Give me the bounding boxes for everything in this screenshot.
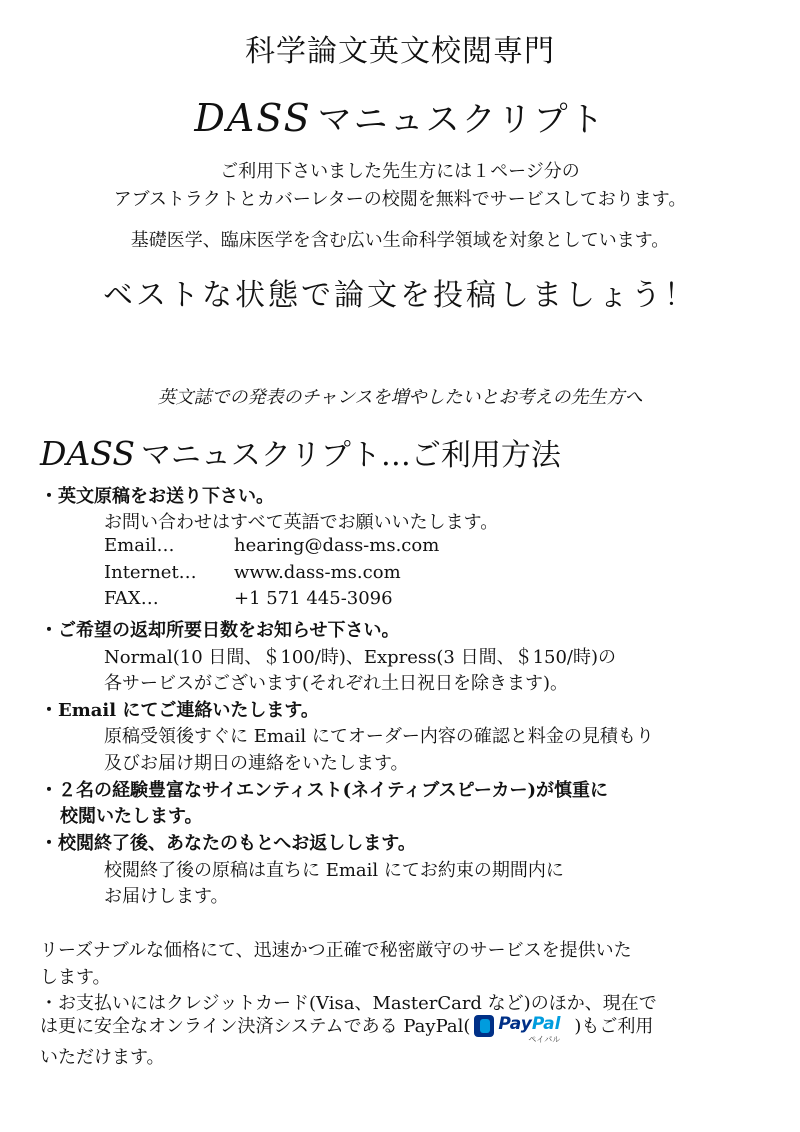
howto-logo: DASS [40,434,135,473]
tagline: 英文誌での発表のチャンスを増やしたいとお考えの先生方へ [157,387,643,408]
step-2-line-1: Normal(10 日間、＄100/時)、Express(3 日間、＄150/時)の [104,647,617,668]
footer-line-1: リーズナブルな価格にて、迅速かつ正確で秘密厳守のサービスを提供いた [40,940,632,961]
contact-email-link[interactable]: hearing@dass-ms.com [234,535,440,556]
footer-line-4 [40,1012,653,1042]
step-5-heading: ・校閲終了後、あなたのもとへお返しします。 [40,833,416,854]
footer-line-4-pre: は更に安全なオンライン決済システムである PayPal( [40,1016,471,1037]
slogan: ベストな状態で論文を投稿しましょう！ [103,278,697,313]
intro-line-1: ご利用下さいました先生方には１ページ分の [220,161,580,182]
brand-heading [0,92,800,141]
step-2-line-2: 各サービスがございます(それぞれ土日祝日を除きます)。 [104,673,569,694]
step-5-line-2: お届けします。 [104,886,229,907]
step-3-heading: ・Email にてご連絡いたします。 [40,700,319,721]
contact-label-email: Email… [104,535,175,556]
footer-line-2: します。 [40,967,111,988]
step-4-line-1: ・２名の経験豊富なサイエンティスト(ネイティブスピーカー)が慎重に [40,780,609,801]
step-2-heading: ・ご希望の返却所要日数をお知らせ下さい。 [40,620,400,641]
contact-fax-value: +1 571 445-3096 [234,588,393,609]
footer-line-4-post: )もご利用 [574,1016,654,1037]
step-3-line-1: 原稿受領後すぐに Email にてオーダー内容の確認と料金の見積もり [104,726,654,747]
page-title: 科学論文英文校閲専門 [245,34,555,69]
howto-title: マニュスクリプト…ご利用方法 [140,438,561,473]
paypal-kana: ペイパル [528,1035,561,1044]
paypal-p-icon [474,1015,494,1037]
step-3-line-2: 及びお届け期日の連絡をいたします。 [104,753,409,774]
brand-suffix: マニュスクリプト [317,100,606,140]
step-4-line-2: 校閲いたします。 [60,806,203,827]
contact-label-internet: Internet… [104,562,197,583]
paypal-logo [472,1012,572,1042]
step-5-line-1: 校閲終了後の原稿は直ちに Email にてお約束の期間内に [104,860,564,881]
howto-heading [40,430,561,474]
paypal-wordmark: PayPal [498,1014,561,1034]
intro-line-2: アブストラクトとカバーレターの校閲を無料でサービスしております。 [113,189,687,210]
footer-line-3: ・お支払いにはクレジットカード(Visa、MasterCard など)のほか、現在で [40,993,657,1014]
contact-label-fax: FAX… [104,588,159,609]
intro-line-3: 基礎医学、臨床医学を含む広い生命科学領域を対象としています。 [130,230,670,251]
footer-line-5: いただけます。 [40,1047,165,1068]
step-1-heading: ・英文原稿をお送り下さい。 [40,486,274,507]
brand-logo: DASS [194,96,312,140]
step-1-note: お問い合わせはすべて英語でお願いいたします。 [104,512,499,533]
contact-website-link[interactable]: www.dass-ms.com [234,562,401,583]
